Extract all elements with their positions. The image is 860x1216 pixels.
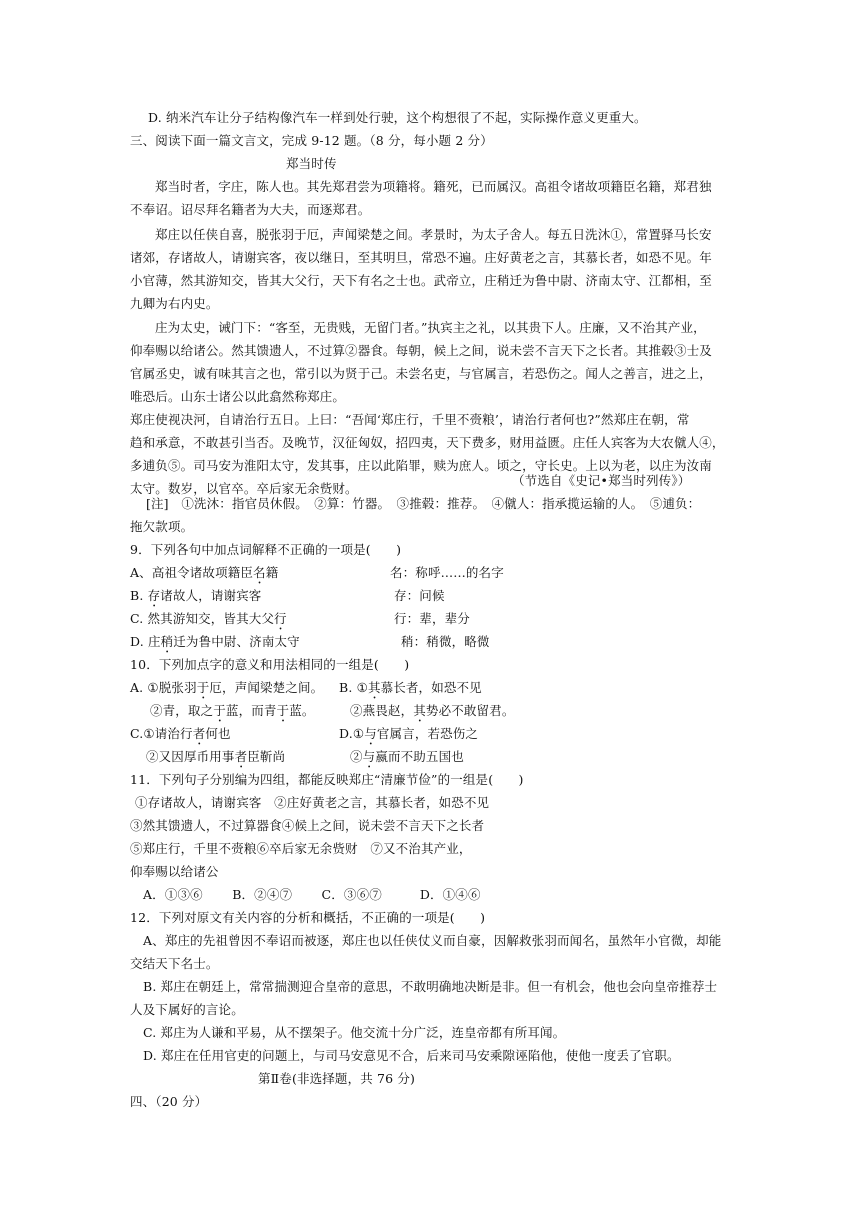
question-12-option-d: D. 郑庄在任用官吏的问题上，与司马安意见不合，后来司马安乘隙诬陷他，使他一度丢了官职。 — [143, 1048, 680, 1063]
passage-source: （节选自《史记•郑当时列传》） — [512, 473, 691, 488]
passage-line: 郑庄以任侠自喜，脱张羽于厄，声闻梁楚之间。孝景时，为太子舍人。每五日洗沐①，常置驿马长安 — [155, 227, 712, 242]
question-10-option-a1: A. ①脱张羽于厄，声闻梁楚之间。 — [130, 680, 324, 695]
part-two-heading: 第Ⅱ卷(非选择题，共 76 分) — [258, 1071, 416, 1086]
question-11-line: ⑤郑庄行，千里不赍粮⑥卒后家无余赀财 ⑦又不治其产业， — [130, 841, 472, 856]
passage-title: 郑当时传 — [286, 156, 337, 171]
passage-line: 官属丞史，诚有味其言之也，常引以为贤于己。未尝名吏，与官属言，若恐伤之。闻人之善言，进之上， — [130, 366, 712, 381]
passage-line: 九卿为右内史。 — [130, 296, 219, 311]
question-12-option-a-cont: 交结天下名士。 — [130, 956, 219, 971]
question-11-line: ①存诸故人，请谢宾客 ②庄好黄老之言，其慕长者，如恐不见 — [135, 795, 490, 810]
section-three-heading: 三、阅读下面一篇文言文，完成 9-12 题。（8 分，每小题 2 分） — [130, 133, 493, 148]
question-9-option-a-gloss: 名：称呼……的名字 — [390, 565, 504, 580]
passage-line: 唯恐后。山东士诸公以此翕然称郑庄。 — [130, 389, 346, 404]
question-12-option-a: A、郑庄的先祖曾因不奉诏而被逐，郑庄也以任侠仗义而自豪，因解救张羽而闻名，虽然年小官微，却能 — [143, 933, 722, 948]
question-9-option-b-gloss: 存：问候 — [394, 588, 445, 603]
question-10-option-c1: C.①请治行者何也 — [130, 726, 231, 741]
question-9-option-d-gloss: 稍：稍微，略微 — [401, 634, 490, 649]
passage-line: 庄为太史，诫门下：“客至，无贵贱，无留门者。”执宾主之礼，以其贵下人。庄廉，又不治其产业， — [155, 320, 706, 335]
question-10-option-c2: ②又因厚币用事者臣靳尚 — [146, 749, 286, 764]
passage-line: 诸郊，存诸故人，请谢宾客，夜以继日，至其明旦，常恐不遍。庄好黄老之言，其慕长者，如恐不见。年 — [130, 250, 712, 265]
question-11-choices: A．①③⑥ B．②④⑦ C．③⑥⑦ D．①④⑥ — [143, 887, 481, 902]
question-12-option-b: B. 郑庄在朝廷上，常常揣测迎合皇帝的意思，不敢明确地决断是非。但一有机会，他也会向皇帝推荐士 — [143, 979, 718, 994]
footnote-line: 拖欠款项。 — [130, 519, 194, 534]
question-10-stem: 10．下列加点字的意义和用法相同的一组是( ) — [130, 657, 410, 672]
question-10-option-d1: D.①与官属言，若恐伤之 — [339, 726, 479, 741]
question-9-option-c: C. 然其游知交，皆其大父行 — [130, 611, 287, 626]
question-11-line: 仰奉赐以给诸公 — [130, 864, 219, 879]
question-9-stem: 9．下列各句中加点词解释不正确的一项是( ) — [130, 542, 402, 557]
question-11-stem: 11．下列句子分别编为四组，都能反映郑庄“清廉节俭”的一组是( ) — [130, 772, 524, 787]
passage-line: 小官薄，然其游知交，皆其大父行，天下有名之士也。武帝立，庄稍迁为鲁中尉、济南太守、江都相，至 — [130, 273, 712, 288]
previous-option-d: D. 纳米汽车让分子结构像汽车一样到处行驶，这个构想很了不起，实际操作意义更重大。 — [148, 110, 647, 125]
question-9-option-a: A、高祖令诸故项籍臣名籍 — [130, 565, 279, 580]
passage-line: 太守。数岁，以官卒。卒后家无余赀财。 — [130, 481, 358, 496]
question-12-option-b-cont: 人及下属好的言论。 — [130, 1002, 244, 1017]
section-four-heading: 四、（20 分） — [130, 1094, 208, 1109]
footnote-line: [注] ①洗沐：指官员休假。 ②算：竹器。 ③推毂：推荐。 ④僦人：指承揽运输的人。 ⑤逋负： — [146, 496, 701, 511]
question-12-option-c: C. 郑庄为人谦和平易，从不摆架子。他交流十分广泛，连皇帝都有所耳闻。 — [143, 1025, 566, 1040]
question-10-option-d2: ②与嬴而不助五国也 — [350, 749, 464, 764]
question-10-option-b1: B. ①其慕长者，如恐不见 — [339, 680, 482, 695]
passage-line: 郑庄使视决河，自请治行五日。上曰：“吾闻‘郑庄行，千里不赍粮’，请治行者何也?”然郑庄在朝，常 — [130, 412, 690, 427]
passage-line: 多逋负⑤。司马安为淮阳太守，发其事，庄以此陷罪，赎为庶人。顷之，守长史。上以为老，以庄为汝南 — [130, 458, 712, 473]
passage-line: 郑当时者，字庄，陈人也。其先郑君尝为项籍将。籍死，已而属汉。高祖令诸故项籍臣名籍，郑君独 — [155, 179, 712, 194]
question-12-stem: 12．下列对原文有关内容的分析和概括，不正确的一项是( ) — [130, 910, 486, 925]
passage-line: 仰奉赐以给诸公。然其馈遗人，不过算②器食。每朝，候上之间，说未尝不言天下之长者。其推毂③士及 — [130, 343, 712, 358]
question-11-line: ③然其馈遗人，不过算器食④候上之间，说未尝不言天下之长者 — [130, 818, 485, 833]
question-10-option-a2: ②青，取之于蓝，而青于蓝。 — [150, 703, 315, 718]
question-9-option-b: B. 存诸故人，请谢宾客 — [130, 588, 262, 603]
question-10-option-b2: ②燕畏赵，其势必不敢留君。 — [350, 703, 515, 718]
passage-line: 趋和承意，不敢甚引当否。及晚节，汉征匈奴，招四夷，天下费多，财用益匮。庄任人宾客为大农僦人④， — [130, 435, 725, 450]
question-9-option-c-gloss: 行：辈，辈分 — [394, 611, 470, 626]
question-9-option-d: D. 庄稍迁为鲁中尉、济南太守 — [130, 634, 300, 649]
passage-line: 不奉诏。诏尽拜名籍者为大夫，而逐郑君。 — [130, 202, 371, 217]
